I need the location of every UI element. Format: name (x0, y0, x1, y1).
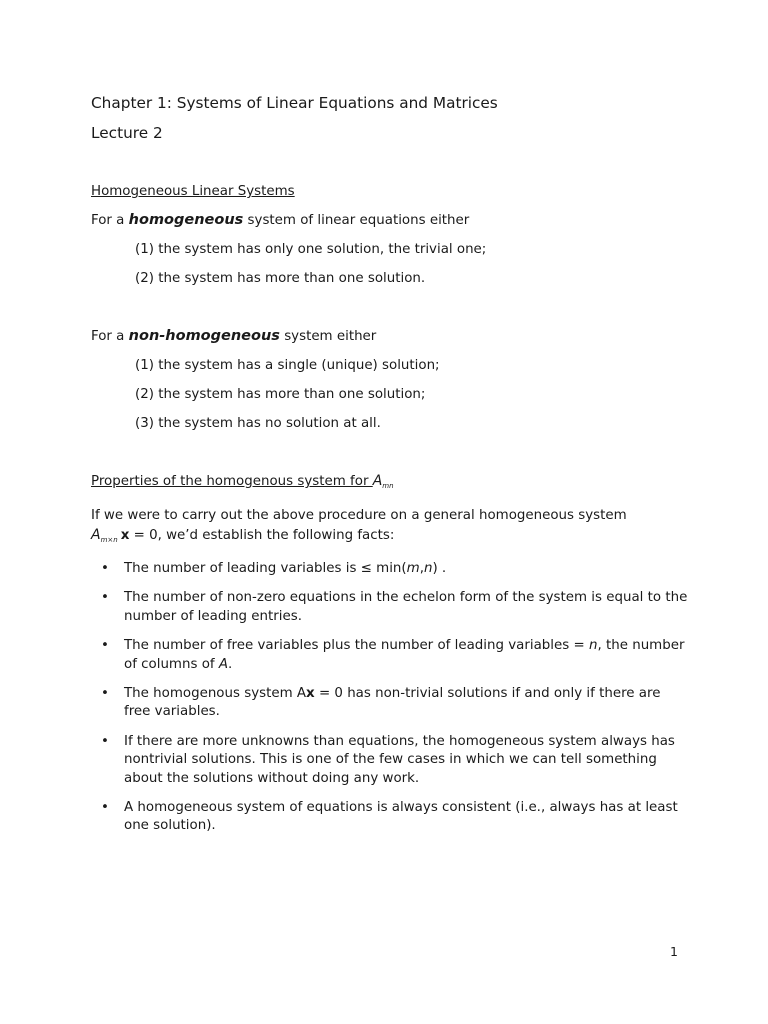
matrix-symbol: A (372, 473, 383, 489)
intro-text: For a (91, 329, 129, 344)
vector-x: x (120, 528, 130, 543)
variable-n: n (423, 561, 433, 576)
intro-text: system either (279, 329, 377, 344)
list-item (91, 560, 691, 578)
matrix-subscript: mn (382, 482, 394, 490)
bullet-text: ) . (432, 561, 447, 576)
lecture-title: Lecture 2 (91, 124, 163, 142)
intro-text: = 0, we’d establish the following facts: (129, 528, 395, 543)
matrix-subscript: m×n (100, 536, 118, 544)
bullet-text: . (228, 656, 233, 672)
matrix-symbol: A (91, 527, 101, 543)
nonhomogeneous-case-3: (3) the system has no solution at all. (135, 416, 381, 431)
list-item (91, 733, 691, 788)
chapter-title: Chapter 1: Systems of Linear Equations and Matrices (91, 94, 498, 112)
homogeneous-case-2: (2) the system has more than one solution. (135, 271, 426, 286)
variable-n: n (588, 638, 598, 654)
homogeneous-case-1: (1) the system has only one solution, the trivial one; (135, 242, 487, 257)
bullet-text: , the number of columns of (124, 638, 685, 672)
matrix-symbol: A (218, 656, 229, 672)
nonhomogeneous-intro (91, 328, 376, 344)
properties-intro-line-2 (91, 527, 394, 543)
properties-list (91, 560, 691, 847)
section-heading-properties (91, 473, 394, 489)
bullet-text: The number of non-zero equations in the echelon form of the system is equal to the number of leading entries. (124, 590, 688, 624)
page-number: 1 (670, 944, 678, 959)
nonhomogeneous-case-1: (1) the system has a single (unique) solution; (135, 358, 440, 373)
bullet-text: , (419, 561, 424, 576)
nonhomogeneous-case-2: (2) the system has more than one solution; (135, 387, 426, 402)
emphasis-homogeneous: homogeneous (128, 212, 244, 228)
variable-m: m (406, 561, 420, 576)
vector-x: x (306, 686, 315, 702)
properties-intro-line-1: If we were to carry out the above procedure on a general homogeneous system (91, 508, 627, 523)
bullet-text: The homogenous system A (124, 686, 307, 702)
bullet-text: The number of free variables plus the number of leading variables = (124, 638, 589, 654)
list-item (91, 637, 691, 674)
properties-heading-text: Properties of the homogenous system for (91, 474, 373, 489)
bullet-text: = 0 has non-trivial solutions if and only if there are free variables. (124, 686, 661, 720)
list-item (91, 799, 691, 836)
bullet-text: The number of leading variables is ≤ min( (124, 561, 407, 576)
list-item (91, 589, 691, 626)
homogeneous-intro (91, 212, 469, 228)
emphasis-non-homogeneous: non-homogeneous (128, 328, 280, 344)
intro-text: system of linear equations either (243, 213, 470, 228)
list-item (91, 685, 691, 722)
intro-text: For a (91, 213, 129, 228)
bullet-text: A homogeneous system of equations is always consistent (i.e., always has at least one solution). (124, 800, 678, 834)
section-heading-homogeneous: Homogeneous Linear Systems (91, 184, 295, 199)
bullet-text: If there are more unknowns than equations, the homogeneous system always has nontrivial solutions. This is one of the few cases in which we can tell something about the solutions without doing any work. (124, 733, 675, 786)
